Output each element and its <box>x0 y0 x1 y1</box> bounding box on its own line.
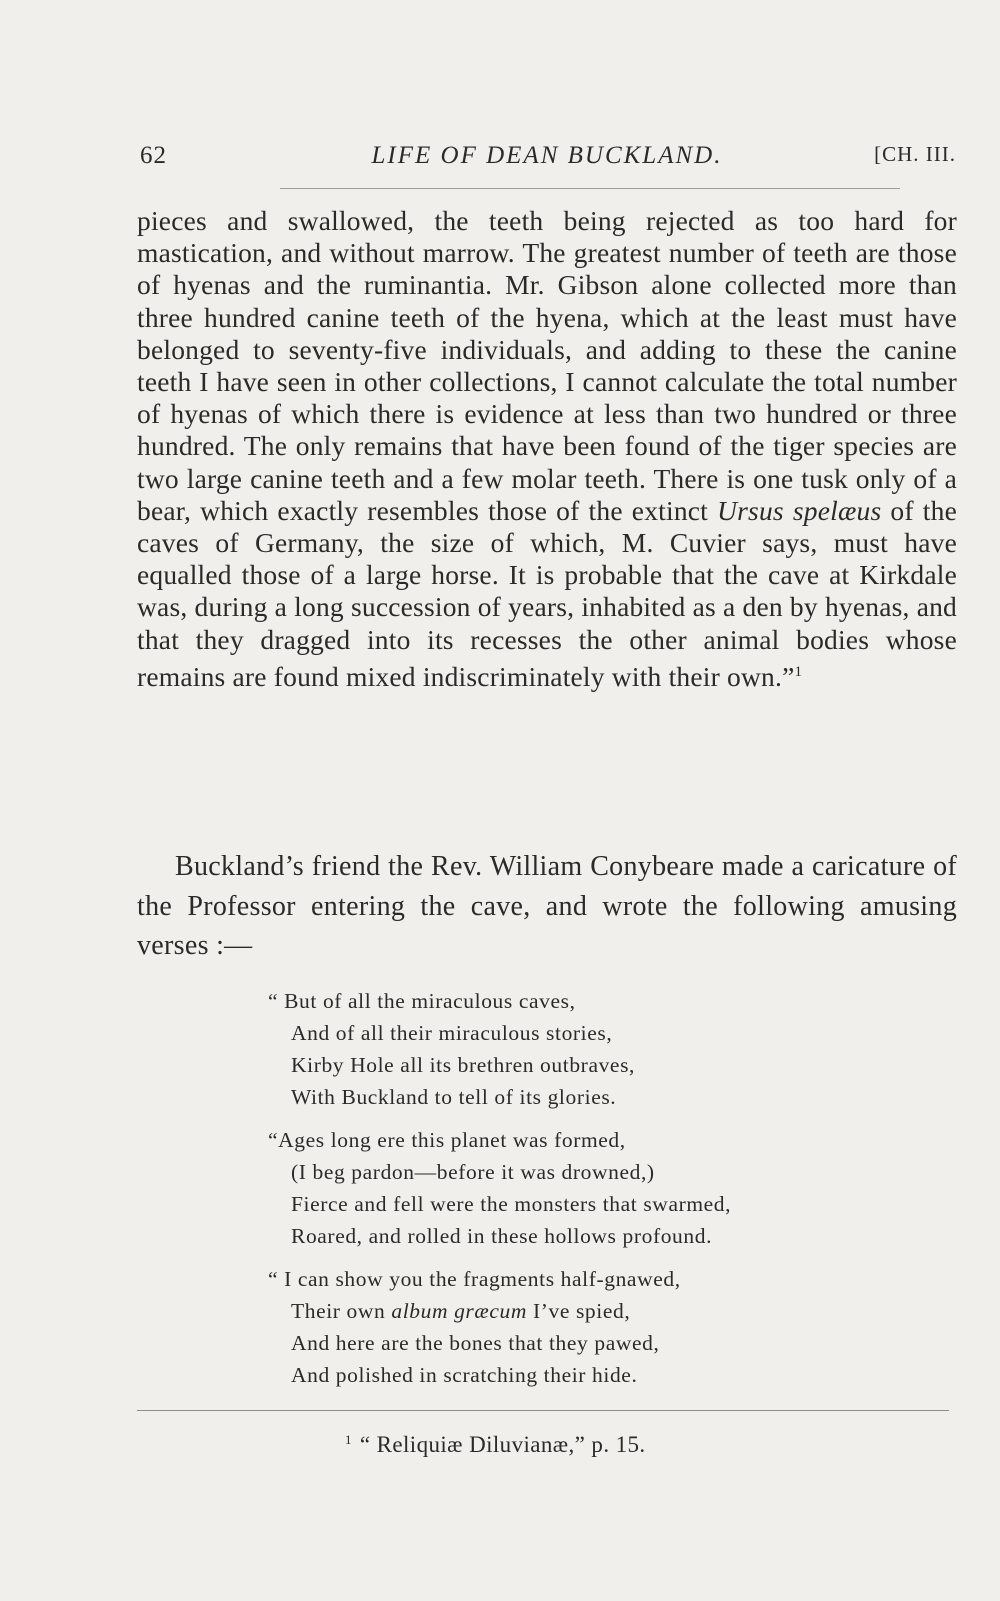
species-name: Ursus spelæus <box>717 494 882 526</box>
paragraph-text: of the caves of Germany, the size of which, M. Cuvier says, must have equalled those of a large horse. It is probable that the cave at Kirkdale was, during a long succession of years, inhabited as a den by hyenas, and that they dragged into its recesses the other animal bodies whose remains are found mixed indiscriminately with their own.” <box>137 494 957 692</box>
verse-line: And here are the bones that they pawed, <box>291 1331 660 1355</box>
stanza-2 <box>268 1124 908 1252</box>
verse-line: Roared, and rolled in these hollows profound. <box>291 1224 713 1248</box>
paragraph-text: Buckland’s friend the Rev. William Conybeare made a caricature of the Professor entering the cave, and wrote the following amusing verses :— <box>137 851 957 961</box>
verse-line: (I beg pardon—before it was drowned,) <box>291 1160 655 1184</box>
verse-text: Their own <box>291 1299 386 1323</box>
verse-line <box>268 1295 908 1327</box>
verse-text: I’ve spied, <box>532 1299 631 1323</box>
footnote-reference: 1 <box>794 663 803 680</box>
paragraph-text: pieces and swallowed, the teeth being rejected as too hard for mastication, and without marrow. The greatest number of teeth are those of hyenas and the ruminantia. Mr. Gibson alone collected more than three hundred canine teeth of the hyena, which at the least must have belonged to seventy-five individuals, and adding to these the canine teeth I have seen in other collections, I cannot calculate the total number of hyenas of which there is evidence at less than two hundred or three hundred. The only remains that have been found of the tiger species are two large canine teeth and a few molar teeth. There is one tusk only of a bear, which exactly resembles those of the extinct <box>137 205 957 526</box>
body-paragraph-2 <box>137 847 957 966</box>
verse-line: “ But of all the miraculous caves, <box>268 989 576 1013</box>
footnote-mark: 1 <box>345 1432 352 1447</box>
running-title: LIFE OF DEAN BUCKLAND. <box>371 142 723 169</box>
verse-block <box>268 985 908 1402</box>
footnote-text: “ Reliquiæ Diluvianæ,” p. 15. <box>359 1432 646 1457</box>
latin-phrase: album græcum <box>391 1299 527 1323</box>
verse-line: And polished in scratching their hide. <box>291 1363 638 1387</box>
verse-line: With Buckland to tell of its glories. <box>291 1085 617 1109</box>
footnote <box>345 1432 646 1458</box>
body-paragraph-1 <box>137 205 957 693</box>
chapter-label: [CH. III. <box>874 142 956 166</box>
stanza-3 <box>268 1263 908 1391</box>
verse-line: Fierce and fell were the monsters that swarmed, <box>291 1192 732 1216</box>
verse-line: “Ages long ere this planet was formed, <box>268 1128 626 1152</box>
stanza-1 <box>268 985 908 1113</box>
verse-line: Kirby Hole all its brethren outbraves, <box>291 1053 636 1077</box>
header-rule <box>280 188 900 189</box>
verse-line: And of all their miraculous stories, <box>291 1021 613 1045</box>
footnote-rule <box>137 1410 949 1411</box>
running-header <box>138 138 956 174</box>
page-number: 62 <box>140 142 167 169</box>
verse-line: “ I can show you the fragments half-gnawed, <box>268 1267 681 1291</box>
